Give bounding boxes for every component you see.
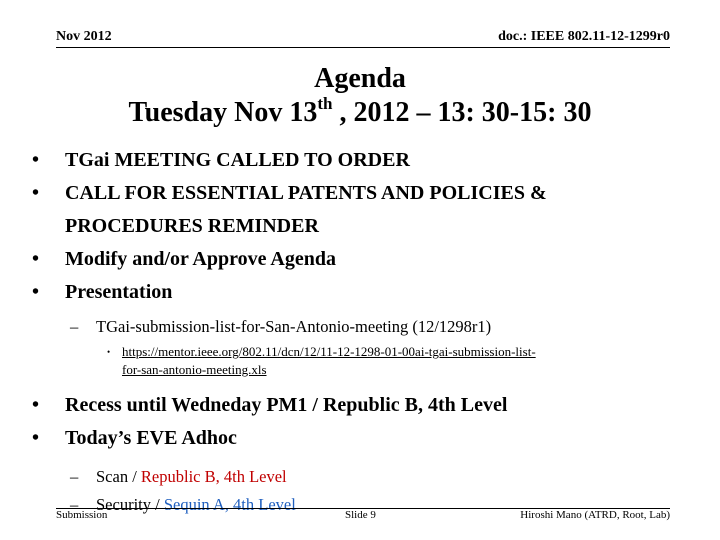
title-date-sup: th	[317, 93, 333, 113]
agenda-item	[32, 144, 692, 177]
header-doc-id: doc.: IEEE 802.11-12-1299r0	[498, 29, 670, 44]
bullet-icon: •	[32, 427, 40, 449]
agenda-item-text: Presentation	[65, 281, 173, 303]
footer-slide-number: Slide 9	[345, 509, 376, 521]
header-date: Nov 2012	[56, 29, 112, 44]
title-date-pre: Tuesday Nov 13	[128, 97, 318, 128]
agenda-item-text: Today’s EVE Adhoc	[65, 427, 237, 449]
link-text-part2[interactable]: for-san-antonio-meeting.xls	[122, 362, 267, 377]
agenda-subitem-text: TGai-submission-list-for-San-Antonio-meeting (12/1298r1)	[96, 317, 492, 336]
agenda-subitem	[32, 465, 692, 489]
title-line-date	[0, 93, 720, 130]
footer-author: Hiroshi Mano (ATRD, Root, Lab)	[520, 509, 670, 521]
bullet-icon: •	[32, 149, 40, 171]
agenda-item-text: CALL FOR ESSENTIAL PATENTS AND POLICIES &	[65, 182, 547, 204]
slide-title	[0, 62, 720, 130]
bullet-icon: •	[107, 347, 111, 357]
dash-icon: –	[70, 467, 79, 486]
bullet-icon: •	[32, 394, 40, 416]
agenda-item	[32, 422, 692, 455]
adhoc-scan-label: Scan /	[96, 467, 141, 486]
agenda-item	[32, 276, 692, 309]
link-text-part1[interactable]: https://mentor.ieee.org/802.11/dcn/12/11-12-1298-01-00ai-tgai-submission-list-	[122, 344, 536, 359]
agenda-item-text: TGai MEETING CALLED TO ORDER	[65, 149, 410, 171]
adhoc-security-location: Sequin A, 4th Level	[163, 495, 296, 514]
title-date-post: , 2012 – 13: 30-15: 30	[332, 97, 592, 128]
footer-submission: Submission	[56, 509, 108, 521]
submission-list-link[interactable]	[122, 344, 536, 377]
adhoc-security-label: Security /	[96, 495, 164, 514]
header-rule	[56, 47, 670, 48]
adhoc-scan-location: Republic B, 4th Level	[140, 467, 287, 486]
bullet-icon: •	[32, 248, 40, 270]
agenda-list	[32, 144, 692, 517]
bullet-icon: •	[32, 182, 40, 204]
agenda-subitem	[32, 315, 692, 339]
dash-icon: –	[70, 495, 79, 514]
agenda-item	[32, 243, 692, 276]
agenda-link-item	[32, 343, 692, 379]
bullet-icon: •	[32, 281, 40, 303]
agenda-item-text: Recess until Wedneday PM1 / Republic B, 4th Level	[65, 394, 508, 416]
agenda-item	[32, 177, 692, 243]
agenda-item-text-cont: PROCEDURES REMINDER	[65, 215, 319, 237]
dash-icon: –	[70, 317, 79, 336]
agenda-item-text: Modify and/or Approve Agenda	[65, 248, 336, 270]
title-line-agenda: Agenda	[314, 63, 406, 94]
agenda-item	[32, 389, 692, 422]
